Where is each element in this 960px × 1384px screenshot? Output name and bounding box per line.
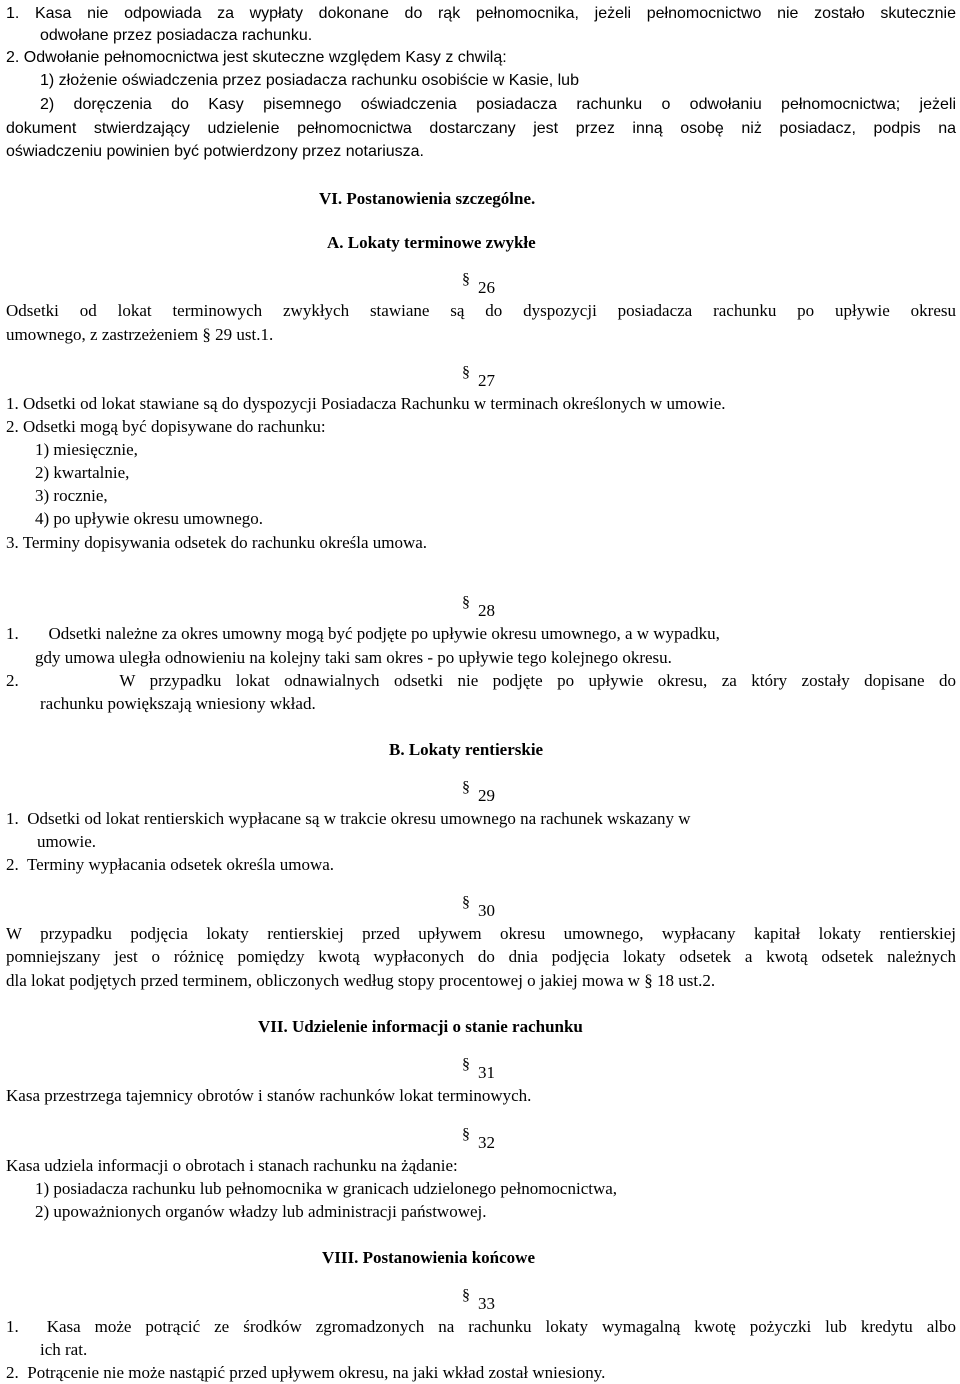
paragraph-2-item-2-cont: dokument stwierdzający udzielenie pełnomocnictwa dostarczany jest przez inną osobę niż posiadacz, podpis na: [6, 120, 956, 137]
section-mark: §: [462, 1287, 470, 1304]
paragraph-32-heading: [462, 1126, 495, 1155]
paragraph-27-point-3: 3. Terminy dopisywania odsetek do rachunku określa umowa.: [6, 533, 428, 552]
paragraph-33-point-1-cont: ich rat.: [40, 1340, 88, 1359]
paragraph-33-point-1: 1. Kasa może potrącić ze środków zgromadzonych na rachunku lokaty wymagalną kwotę pożyczki lub kredytu albo: [6, 1317, 956, 1336]
section-mark: §: [462, 779, 470, 796]
paragraph-2-item-2: 2) doręczenia do Kasy pisemnego oświadczenia posiadacza rachunku o odwołaniu pełnomocnictwa; jeżeli: [40, 96, 956, 113]
paragraph-30-heading: [462, 894, 495, 923]
paragraph-27-item-3: 3) rocznie,: [35, 486, 108, 505]
paragraph-28-point-1-cont: gdy umowa uległa odnowieniu na kolejny taki sam okres - po upływie tego kolejnego okresu.: [35, 648, 672, 667]
section-vi-title: VI. Postanowienia szczególne.: [319, 189, 536, 208]
paragraph-number: 29: [478, 786, 495, 805]
paragraph-27-item-2: 2) kwartalnie,: [35, 463, 130, 482]
paragraph-29-point-1-cont: umowie.: [37, 832, 97, 851]
paragraph-2-line-1: 2. Odwołanie pełnomocnictwa jest skuteczne względem Kasy z chwilą:: [6, 49, 507, 66]
section-vii-title: VII. Udzielenie informacji o stanie rachunku: [258, 1017, 583, 1036]
paragraph-32-text: Kasa udziela informacji o obrotach i stanach rachunku na żądanie:: [6, 1156, 458, 1175]
paragraph-2-item-2-end: oświadczeniu powinien być potwierdzony przez notariusza.: [6, 143, 424, 160]
paragraph-31-text: Kasa przestrzega tajemnicy obrotów i stanów rachunków lokat terminowych.: [6, 1086, 532, 1105]
section-mark: §: [462, 1056, 470, 1073]
paragraph-33-heading: [462, 1287, 495, 1316]
paragraph-28-point-2: 2. W przypadku lokat odnawialnych odsetki nie podjęte po upływie okresu, za który zostały dopisane do: [6, 671, 956, 690]
paragraph-number: 31: [478, 1063, 495, 1082]
paragraph-27-item-4: 4) po upływie okresu umownego.: [35, 509, 264, 528]
paragraph-26-heading: [462, 271, 495, 300]
paragraph-27-item-1: 1) miesięcznie,: [35, 440, 138, 459]
paragraph-31-heading: [462, 1056, 495, 1085]
paragraph-30-line-3: dla lokat podjętych przed terminem, obliczonych według stopy procentowej o jakiej mowa w § 18 ust.2.: [6, 971, 716, 990]
paragraph-1-line-1: 1. Kasa nie odpowiada za wypłaty dokonane do rąk pełnomocnika, jeżeli pełnomocnictwo nie zostało skutecznie: [6, 5, 956, 22]
paragraph-29-point-1: 1. Odsetki od lokat rentierskich wypłacane są w trakcie okresu umownego na rachunek wskazany w: [6, 809, 691, 828]
section-viii-title: VIII. Postanowienia końcowe: [322, 1248, 535, 1267]
section-mark: §: [462, 364, 470, 381]
paragraph-30-line-2: pomniejszany jest o różnicę pomiędzy kwotą wypłaconych do dnia podjęcia lokaty odsetek a kwotą odsetek należnych: [6, 947, 956, 966]
paragraph-27-point-2: 2. Odsetki mogą być dopisywane do rachunku:: [6, 417, 326, 436]
paragraph-26-line-2: umownego, z zastrzeżeniem § 29 ust.1.: [6, 325, 274, 344]
paragraph-number: 28: [478, 601, 495, 620]
paragraph-28-point-1: 1. Odsetki należne za okres umowny mogą być podjęte po upływie okresu umownego, a w wypadku,: [6, 624, 720, 643]
paragraph-number: 33: [478, 1294, 495, 1313]
paragraph-26-line-1: Odsetki od lokat terminowych zwykłych stawiane są do dyspozycji posiadacza rachunku po upływie okresu: [6, 301, 956, 320]
section-mark: §: [462, 894, 470, 911]
section-mark: §: [462, 271, 470, 288]
paragraph-number: 27: [478, 371, 495, 390]
paragraph-27-heading: [462, 364, 495, 393]
paragraph-29-heading: [462, 779, 495, 808]
paragraph-27-point-1: 1. Odsetki od lokat stawiane są do dyspozycji Posiadacza Rachunku w terminach określonych w umowie.: [6, 394, 726, 413]
paragraph-28-heading: [462, 594, 495, 623]
paragraph-number: 32: [478, 1133, 495, 1152]
paragraph-29-point-2: 2. Terminy wypłacania odsetek określa umowa.: [6, 855, 335, 874]
subsection-a-title: A. Lokaty terminowe zwykłe: [327, 233, 536, 252]
paragraph-32-item-1: 1) posiadacza rachunku lub pełnomocnika w granicach udzielonego pełnomocnictwa,: [35, 1179, 618, 1198]
paragraph-28-point-2-cont: rachunku powiększają wniesiony wkład.: [40, 694, 316, 713]
paragraph-number: 26: [478, 278, 495, 297]
paragraph-33-point-2: 2. Potrącenie nie może nastąpić przed upływem okresu, na jaki wkład został wniesiony.: [6, 1363, 606, 1382]
section-mark: §: [462, 1126, 470, 1143]
paragraph-32-item-2: 2) upoważnionych organów władzy lub administracji państwowej.: [35, 1202, 487, 1221]
subsection-b-title: B. Lokaty rentierskie: [389, 740, 544, 759]
paragraph-number: 30: [478, 901, 495, 920]
paragraph-2-item-1: 1) złożenie oświadczenia przez posiadacza rachunku osobiście w Kasie, lub: [40, 72, 579, 89]
paragraph-1-line-2: odwołane przez posiadacza rachunku.: [40, 27, 313, 44]
paragraph-30-line-1: W przypadku podjęcia lokaty rentierskiej przed upływem okresu umownego, wypłacany kapitał lokaty rentierskiej: [6, 924, 956, 943]
section-mark: §: [462, 594, 470, 611]
